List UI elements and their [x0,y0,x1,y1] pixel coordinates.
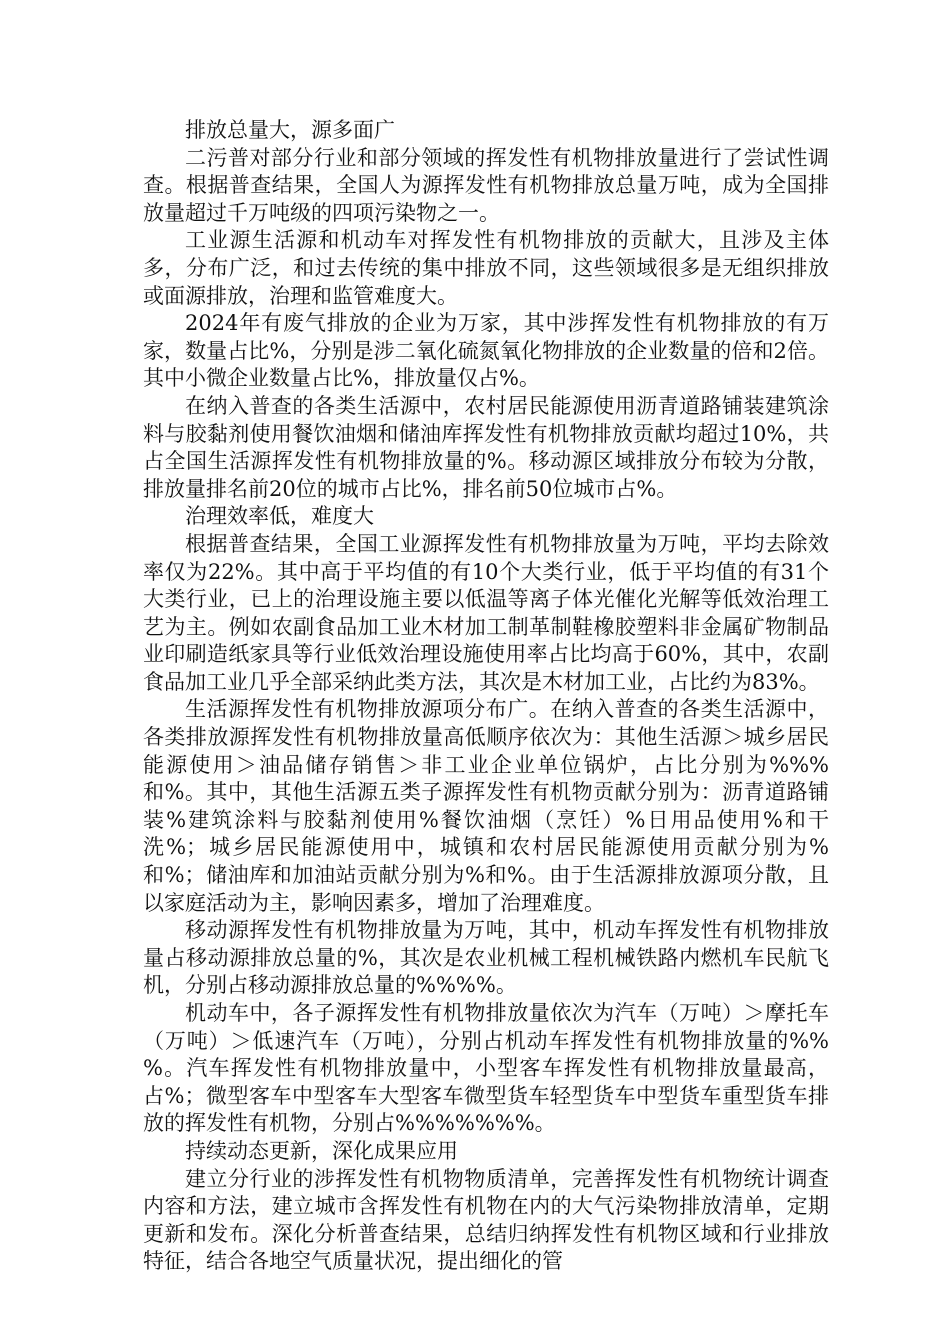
section-heading-1: 排放总量大，源多面广 [185,118,395,142]
paragraph: 根据普查结果，全国工业源挥发性有机物排放量为万吨，平均去除效率仅为22%。其中高于平均值的有10个大类行业，低于平均值的有31个大类行业，已上的治理设施主要以低温等离子体光催化光解等低效治理工艺为主。例如农副食品加工业木材加工制革制鞋橡胶塑料非金属矿物制品业印刷造纸家具等行业低效治理设施使用率占比均高于60%，其中，农副食品加工业几乎全部采纳此类方法，其次是木材加工业，占比约为83%。 [143,531,829,694]
paragraph: 二污普对部分行业和部分领域的挥发性有机物排放量进行了尝试性调查。根据普查结果，全国人为源挥发性有机物排放总量万吨，成为全国排放量超过千万吨级的四项污染物之一。 [143,145,829,225]
section-heading-3: 持续动态更新，深化成果应用 [185,1138,458,1163]
section-heading-2: 治理效率低，难度大 [185,504,374,529]
paragraph: 建立分行业的涉挥发性有机物物质清单，完善挥发性有机物统计调查内容和方法，建立城市含挥发性有机物在内的大气污染物排放清单，定期更新和发布。深化分析普查结果，总结归纳挥发性有机物区域和行业排放特征，结合各地空气质量状况，提出细化的管 [143,1166,829,1274]
paragraph: 生活源挥发性有机物排放源项分布广。在纳入普查的各类生活源中，各类排放源挥发性有机物排放量高低顺序依次为：其他生活源＞城乡居民能源使用＞油品储存销售＞非工业企业单位锅炉，占比分别为%%%和%。其中，其他生活源五类子源挥发性有机物贡献分别为：沥青道路铺装%建筑涂料与胶黏剂使用%餐饮油烟（烹饪）%日用品使用%和干洗%；城乡居民能源使用中，城镇和农村居民能源使用贡献分别为%和%；储油库和加油站贡献分别为%和%。由于生活源排放源项分散，且以家庭活动为主，影响因素多，增加了治理难度。 [143,697,829,915]
paragraph: 在纳入普查的各类生活源中，农村居民能源使用沥青道路铺装建筑涂料与胶黏剂使用餐饮油烟和储油库挥发性有机物排放贡献均超过10%，共占全国生活源挥发性有机物排放量的%。移动源区域排放分布较为分散，排放量排名前20位的城市占比%，排名前50位城市占%。 [143,393,829,501]
paragraph: 机动车中，各子源挥发性有机物排放量依次为汽车（万吨）＞摩托车（万吨）＞低速汽车（万吨），分别占机动车挥发性有机物排放量的%%%。汽车挥发性有机物排放量中，小型客车挥发性有机物排放量最高，占%；微型客车中型客车大型客车微型货车轻型货车中型货车重型货车排放的挥发性有机物，分别占%%%%%%%。 [143,1001,829,1136]
document-body [143,117,829,1276]
paragraph: 移动源挥发性有机物排放量为万吨，其中，机动车挥发性有机物排放量占移动源排放总量的%，其次是农业机械工程机械铁路内燃机车民航飞机，分别占移动源排放总量的%%%%。 [143,918,829,998]
paragraph: 工业源生活源和机动车对挥发性有机物排放的贡献大，且涉及主体多，分布广泛，和过去传统的集中排放不同，这些领域很多是无组织排放或面源排放，治理和监管难度大。 [143,228,829,308]
paragraph: 2024年有废气排放的企业为万家，其中涉挥发性有机物排放的有万家，数量占比%，分别是涉二氧化硫氮氧化物排放的企业数量的倍和2倍。其中小微企业数量占比%，排放量仅占%。 [143,311,829,391]
